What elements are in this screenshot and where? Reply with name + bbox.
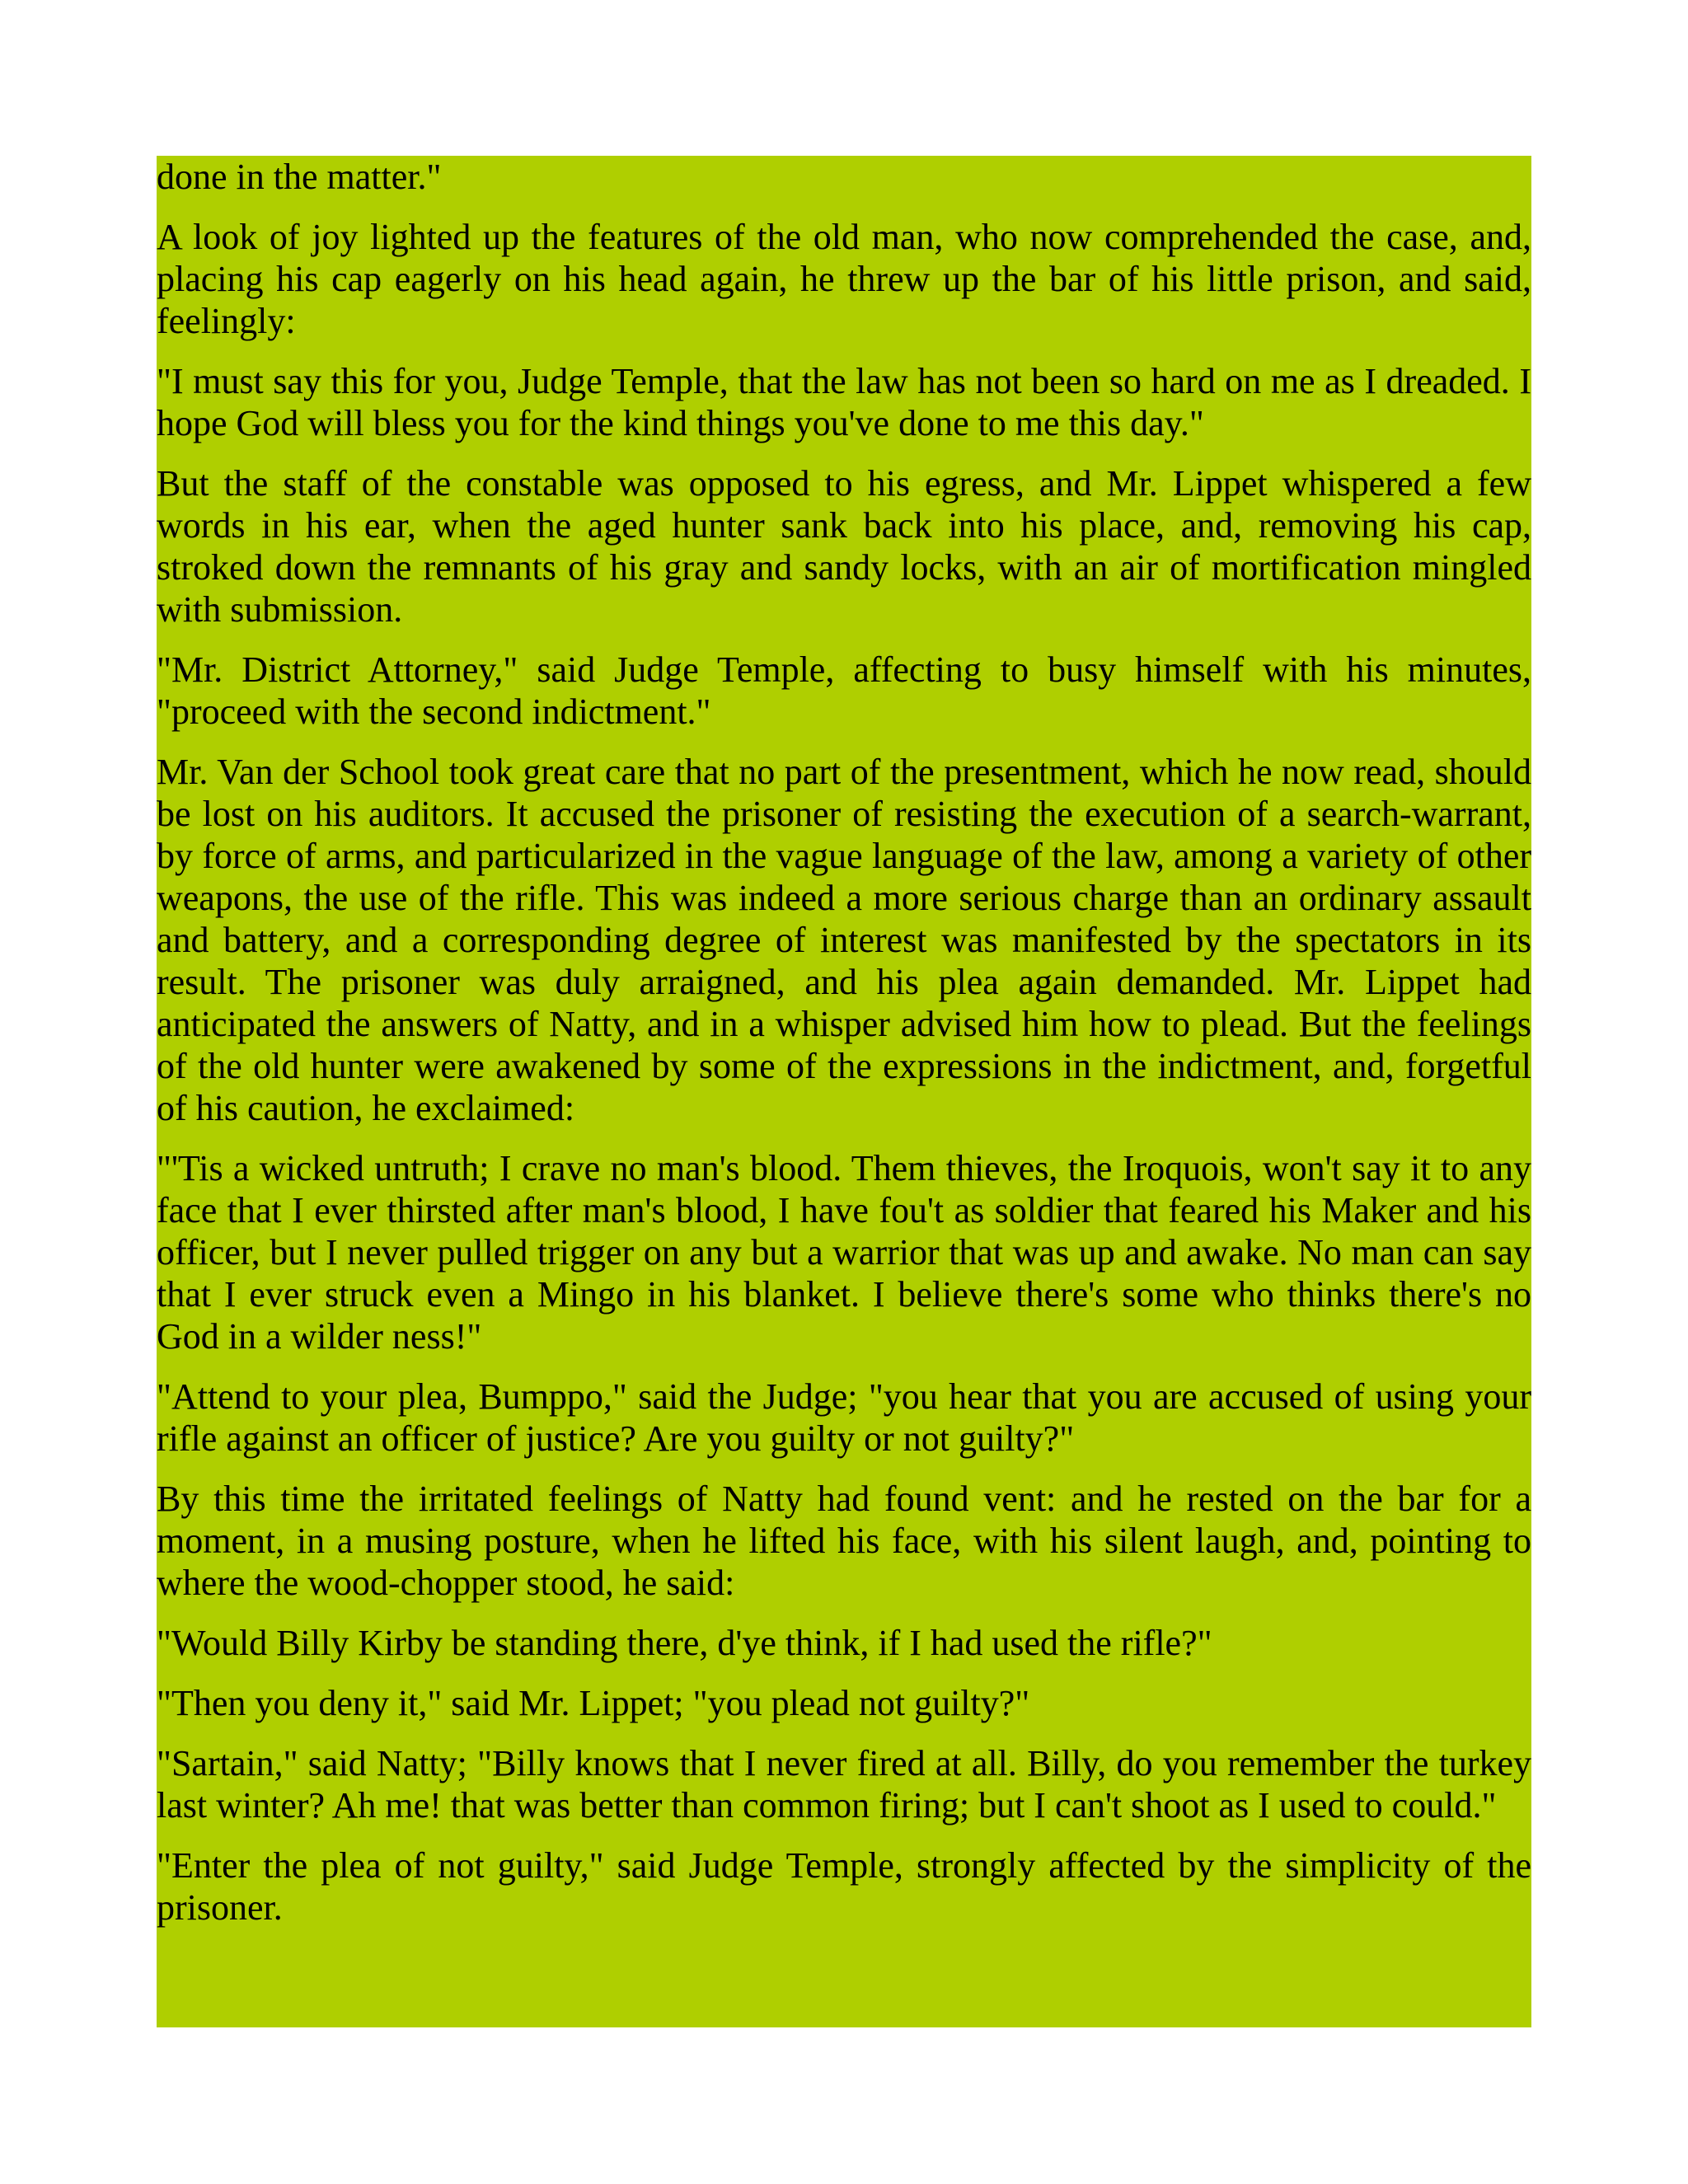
paragraph: Mr. Van der School took great care that no part of the presentment, which he now read, should be lost on his auditors. It accused the prisoner of resisting the execution of a search-warrant, by force of arms, and particularized in the vague language of the law, among a variety of other weapons, the use of the rifle. This was indeed a more serious charge than an ordinary assault and battery, and a corresponding degree of interest was manifested by the spectators in its result. The prisoner was duly arraigned, and his plea again demanded. Mr. Lippet had anticipated the answers of Natty, and in a whisper advised him how to plead. But the feelings of the old hunter were awakened by some of the expressions in the indictment, and, forgetful of his caution, he exclaimed: [157, 752, 1531, 1128]
paragraph: "'Tis a wicked untruth; I crave no man's blood. Them thieves, the Iroquois, won't say it to any face that I ever thirsted after man's blood, I have fou't as soldier that feared his Maker and his officer, but I never pulled trigger on any but a warrior that was up and awake. No man can say that I ever struck even a Mingo in his blanket. I believe there's some who thinks there's no God in a wilder ness!" [157, 1148, 1531, 1357]
text-page [157, 156, 1531, 2027]
paragraph: By this time the irritated feelings of Natty had found vent: and he rested on the bar for a moment, in a musing posture, when he lifted his face, with his silent laugh, and, pointing to where the wood-chopper stood, he said: [157, 1479, 1531, 1603]
paragraph: "Then you deny it," said Mr. Lippet; "you plead not guilty?" [157, 1683, 1030, 1723]
paragraph: done in the matter." [157, 157, 442, 197]
paragraph: A look of joy lighted up the features of the old man, who now comprehended the case, and, placing his cap eagerly on his head again, he threw up the bar of his little prison, and said, feelingly: [157, 217, 1531, 341]
paragraph: "I must say this for you, Judge Temple, that the law has not been so hard on me as I dreaded. I hope God will bless you for the kind things you've done to me this day." [157, 361, 1531, 443]
paragraph: "Attend to your plea, Bumppo," said the Judge; "you hear that you are accused of using your rifle against an officer of justice? Are you guilty or not guilty?" [157, 1376, 1531, 1459]
paragraph: But the staff of the constable was opposed to his egress, and Mr. Lippet whispered a few words in his ear, when the aged hunter sank back into his place, and, removing his cap, stroked down the remnants of his gray and sandy locks, with an air of mortification mingled with submission. [157, 463, 1531, 630]
paragraph: "Would Billy Kirby be standing there, d'ye think, if I had used the rifle?" [157, 1623, 1212, 1663]
paragraph: "Sartain," said Natty; "Billy knows that I never fired at all. Billy, do you remember the turkey last winter? Ah me! that was better than common firing; but I can't shoot as I used to could." [157, 1743, 1531, 1825]
paragraph: "Enter the plea of not guilty," said Judge Temple, strongly affected by the simplicity of the prisoner. [157, 1845, 1531, 1928]
paragraph: "Mr. District Attorney," said Judge Temple, affecting to busy himself with his minutes, "proceed with the second indictment." [157, 649, 1531, 732]
